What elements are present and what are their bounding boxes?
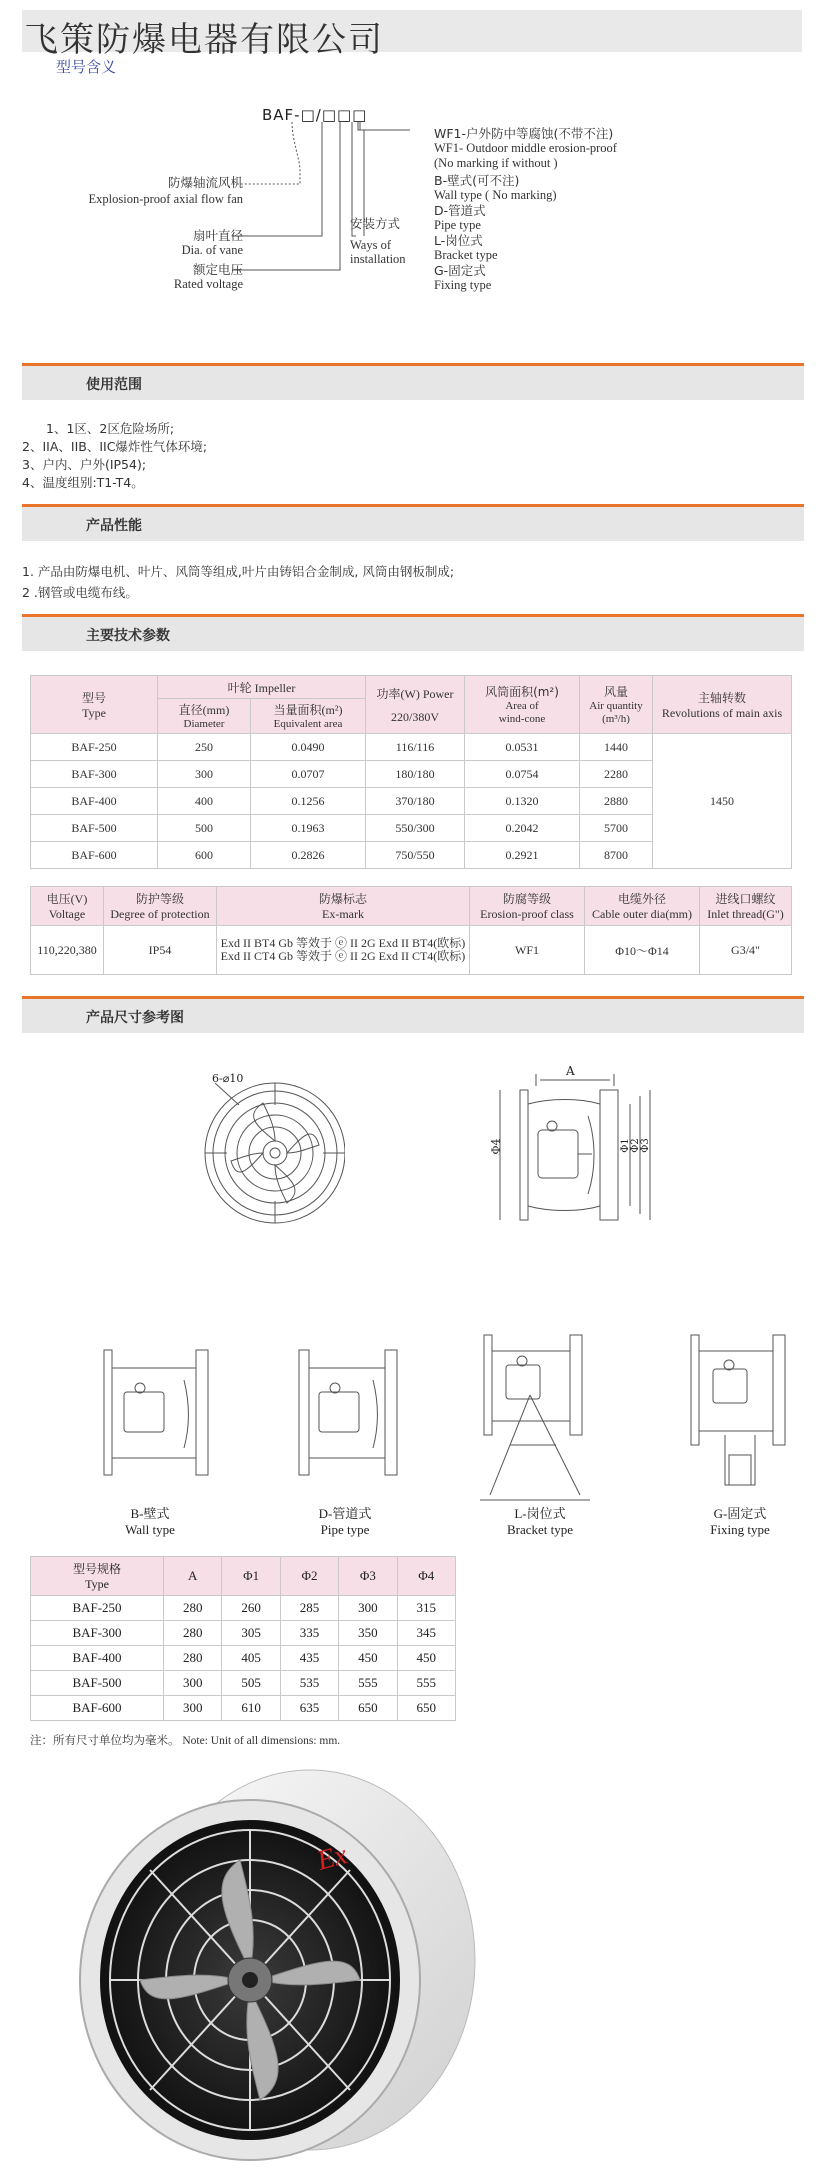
dims-cell: 450	[397, 1646, 455, 1671]
dims-row	[31, 1621, 456, 1646]
performance-item-1: 1. 产品由防爆电机、叶片、风筒等组成,叶片由铸铝合金制成, 风筒由钢板制成;	[22, 564, 455, 579]
td-volt: 110,220,380	[31, 926, 104, 975]
params-cell: BAF-600	[31, 842, 158, 869]
dims-cell: BAF-400	[31, 1646, 164, 1671]
params-cell: 0.1256	[251, 788, 366, 815]
wf1-en2: (No marking if without )	[434, 156, 558, 170]
th-erosion: 防腐等级 Erosion-proof class	[470, 887, 585, 926]
unit-note: 注：所有尺寸单位均为毫米。 Note: Unit of all dimensions: mm.	[30, 1735, 341, 1747]
params-cell: 0.0754	[465, 761, 580, 788]
params-cell: 550/300	[366, 815, 465, 842]
pipe-type-caption: D-管道式 Pipe type	[318, 1506, 372, 1537]
params-cell: BAF-400	[31, 788, 158, 815]
td-cable: Φ10～Φ14	[585, 926, 700, 975]
params-cell: 2880	[580, 788, 653, 815]
section-title-dims: 产品尺寸参考图	[86, 1010, 184, 1026]
dims-cell: BAF-250	[31, 1596, 164, 1621]
wall-cn: B-壁式(可不注)	[434, 173, 520, 188]
product-photo	[70, 1760, 490, 2170]
th-impeller: 叶轮 Impeller	[158, 676, 366, 699]
dim-phi3: Φ3	[639, 1138, 651, 1153]
company-name: 飞策防爆电器有限公司	[24, 20, 384, 60]
params-cell: 116/116	[366, 734, 465, 761]
th-dia: 直径(mm) Diameter	[158, 699, 251, 734]
rev-value: 1450	[653, 734, 792, 869]
scope-item-4: 4、温度组别:T1-T4。	[22, 475, 144, 490]
bracket-type-caption: L-岗位式 Bracket type	[506, 1506, 574, 1537]
dims-table	[30, 1556, 456, 1721]
holes-label: 6-⌀10	[212, 1072, 244, 1085]
dims-cell: 315	[397, 1596, 455, 1621]
dims-cell: 555	[397, 1671, 455, 1696]
bracket-en: Bracket type	[434, 248, 498, 262]
dims-cell: 280	[164, 1596, 222, 1621]
params-cell: 0.0490	[251, 734, 366, 761]
params-cell: 250	[158, 734, 251, 761]
th-dims-col: Φ2	[280, 1557, 338, 1596]
th-exmark: 防爆标志 Ex-mark	[217, 887, 470, 926]
install-label-en1: Ways of	[350, 238, 391, 252]
params-cell: BAF-250	[31, 734, 158, 761]
option-list	[434, 126, 617, 293]
front-view-drawing	[195, 1065, 345, 1225]
th-prot: 防护等级 Degree of protection	[104, 887, 217, 926]
spec-table	[30, 886, 792, 975]
params-cell: 600	[158, 842, 251, 869]
install-label-cn: 安装方式	[350, 216, 401, 231]
params-cell: 0.1320	[465, 788, 580, 815]
scope-item-1: 1、1区、2区危险场所;	[46, 421, 175, 436]
th-cable: 电缆外径 Cable outer dia(mm)	[585, 887, 700, 926]
th-dims-type: 型号规格 Type	[31, 1557, 164, 1596]
wall-type-drawing	[90, 1340, 230, 1500]
params-cell: 370/180	[366, 788, 465, 815]
wall-type-caption: B-壁式 Wall type	[125, 1506, 175, 1537]
pipe-cn: D-管道式	[434, 203, 486, 218]
dims-cell: 280	[164, 1646, 222, 1671]
dims-cell: 610	[222, 1696, 280, 1721]
model-lines	[0, 100, 818, 330]
fixing-type-drawing	[685, 1325, 795, 1495]
params-cell: 0.0531	[465, 734, 580, 761]
params-cell: 0.0707	[251, 761, 366, 788]
fan-label	[128, 175, 243, 190]
params-cell: 500	[158, 815, 251, 842]
ex-mark-text: Ex	[313, 1839, 351, 1877]
fixing-en: Fixing type	[434, 278, 492, 292]
th-power: 功率(W) Power 220/380V	[366, 676, 465, 734]
td-inlet: G3/4"	[700, 926, 792, 975]
bracket-type-drawing	[470, 1325, 610, 1515]
params-cell: 300	[158, 761, 251, 788]
params-cell: BAF-500	[31, 815, 158, 842]
dims-cell: 300	[164, 1696, 222, 1721]
th-dims-col: Φ3	[339, 1557, 397, 1596]
wf1-en1: WF1- Outdoor middle erosion-proof	[434, 141, 617, 155]
dims-cell: 650	[339, 1696, 397, 1721]
dims-cell: BAF-300	[31, 1621, 164, 1646]
params-table	[30, 675, 792, 869]
th-rev: 主轴转数 Revolutions of main axis	[653, 676, 792, 734]
page-subtitle: 型号含义	[56, 58, 117, 76]
dims-cell: 345	[397, 1621, 455, 1646]
volt-label-en: Rated voltage	[173, 277, 243, 291]
dim-phi1: Φ1	[619, 1138, 631, 1153]
params-cell: 2280	[580, 761, 653, 788]
dims-cell: 405	[222, 1646, 280, 1671]
dims-cell: 300	[339, 1596, 397, 1621]
pipe-type-drawing	[285, 1340, 425, 1500]
dims-cell: 350	[339, 1621, 397, 1646]
dims-cell: 285	[280, 1596, 338, 1621]
dims-cell: 300	[164, 1671, 222, 1696]
dims-cell: 435	[280, 1646, 338, 1671]
dims-cell: 535	[280, 1671, 338, 1696]
section-title-scope: 使用范围	[86, 377, 142, 393]
th-type: 型号 Type	[31, 676, 158, 734]
dims-cell: 650	[397, 1696, 455, 1721]
params-cell: 0.2826	[251, 842, 366, 869]
dims-row	[31, 1696, 456, 1721]
th-volt: 电压(V) Voltage	[31, 887, 104, 926]
th-area: 当量面积(m²) Equivalent area	[251, 699, 366, 734]
dims-row	[31, 1646, 456, 1671]
td-prot: IP54	[104, 926, 217, 975]
params-cell: 400	[158, 788, 251, 815]
dims-cell: 305	[222, 1621, 280, 1646]
scope-item-3: 3、户内、户外(IP54);	[22, 457, 147, 472]
th-air: 风量 Air quantity (m³/h)	[580, 676, 653, 734]
dims-cell: 260	[222, 1596, 280, 1621]
scope-item-2: 2、IIA、IIB、IIC爆炸性气体环境;	[22, 439, 208, 454]
fixing-type-caption: G-固定式 Fixing type	[710, 1506, 770, 1537]
th-dims-col: A	[164, 1557, 222, 1596]
params-cell: 0.2042	[465, 815, 580, 842]
pipe-en: Pipe type	[434, 218, 481, 232]
params-cell: 750/550	[366, 842, 465, 869]
th-dims-col: Φ1	[222, 1557, 280, 1596]
wall-en: Wall type ( No marking)	[434, 188, 557, 202]
dims-cell: 555	[339, 1671, 397, 1696]
dims-cell: BAF-600	[31, 1696, 164, 1721]
model-code: BAF-□/□□□	[262, 106, 368, 124]
params-cell: 0.1963	[251, 815, 366, 842]
dims-cell: 635	[280, 1696, 338, 1721]
dim-phi2: Φ2	[629, 1138, 641, 1153]
params-cell: 5700	[580, 815, 653, 842]
performance-item-2: 2 .钢管或电缆布线。	[22, 585, 138, 600]
fixing-cn: G-固定式	[434, 263, 486, 278]
td-exmark: Exd II BT4 Gb 等效于 ⓔ II 2G Exd II BT4(欧标) Exd II CT4 Gb 等效于 ⓔ II 2G Exd II CT4(欧标)	[217, 926, 470, 975]
vane-label-cn: 扇叶直径	[192, 228, 243, 243]
th-wind: 风筒面积(m²) Area of wind-cone	[465, 676, 580, 734]
volt-label-cn: 额定电压	[192, 262, 243, 277]
params-cell: BAF-300	[31, 761, 158, 788]
wf1-cn: WF1-户外防中等腐蚀(不带不注)	[434, 126, 614, 141]
section-title-params: 主要技术参数	[86, 628, 170, 644]
section-title-performance: 产品性能	[86, 518, 142, 534]
dims-cell: 505	[222, 1671, 280, 1696]
params-cell: 180/180	[366, 761, 465, 788]
td-erosion: WF1	[470, 926, 585, 975]
dims-row	[31, 1596, 456, 1621]
install-label-en2: installation	[350, 252, 406, 266]
dims-row	[31, 1671, 456, 1696]
dim-a: A	[566, 1064, 575, 1078]
dim-phi4: Φ4	[489, 1138, 503, 1155]
params-cell: 8700	[580, 842, 653, 869]
dims-cell: 335	[280, 1621, 338, 1646]
params-cell: 1440	[580, 734, 653, 761]
fan-label-en: Explosion-proof axial flow fan	[88, 192, 243, 206]
params-cell: 0.2921	[465, 842, 580, 869]
params-row	[31, 734, 792, 761]
dims-cell: BAF-500	[31, 1671, 164, 1696]
dims-cell: 450	[339, 1646, 397, 1671]
th-dims-col: Φ4	[397, 1557, 455, 1596]
dims-cell: 280	[164, 1621, 222, 1646]
th-inlet: 进线口螺纹 Inlet thread(G")	[700, 887, 792, 926]
bracket-cn: L-岗位式	[434, 233, 483, 248]
fan-label-cn: 防爆轴流风机	[167, 175, 243, 190]
vane-label-en: Dia. of vane	[181, 243, 243, 257]
